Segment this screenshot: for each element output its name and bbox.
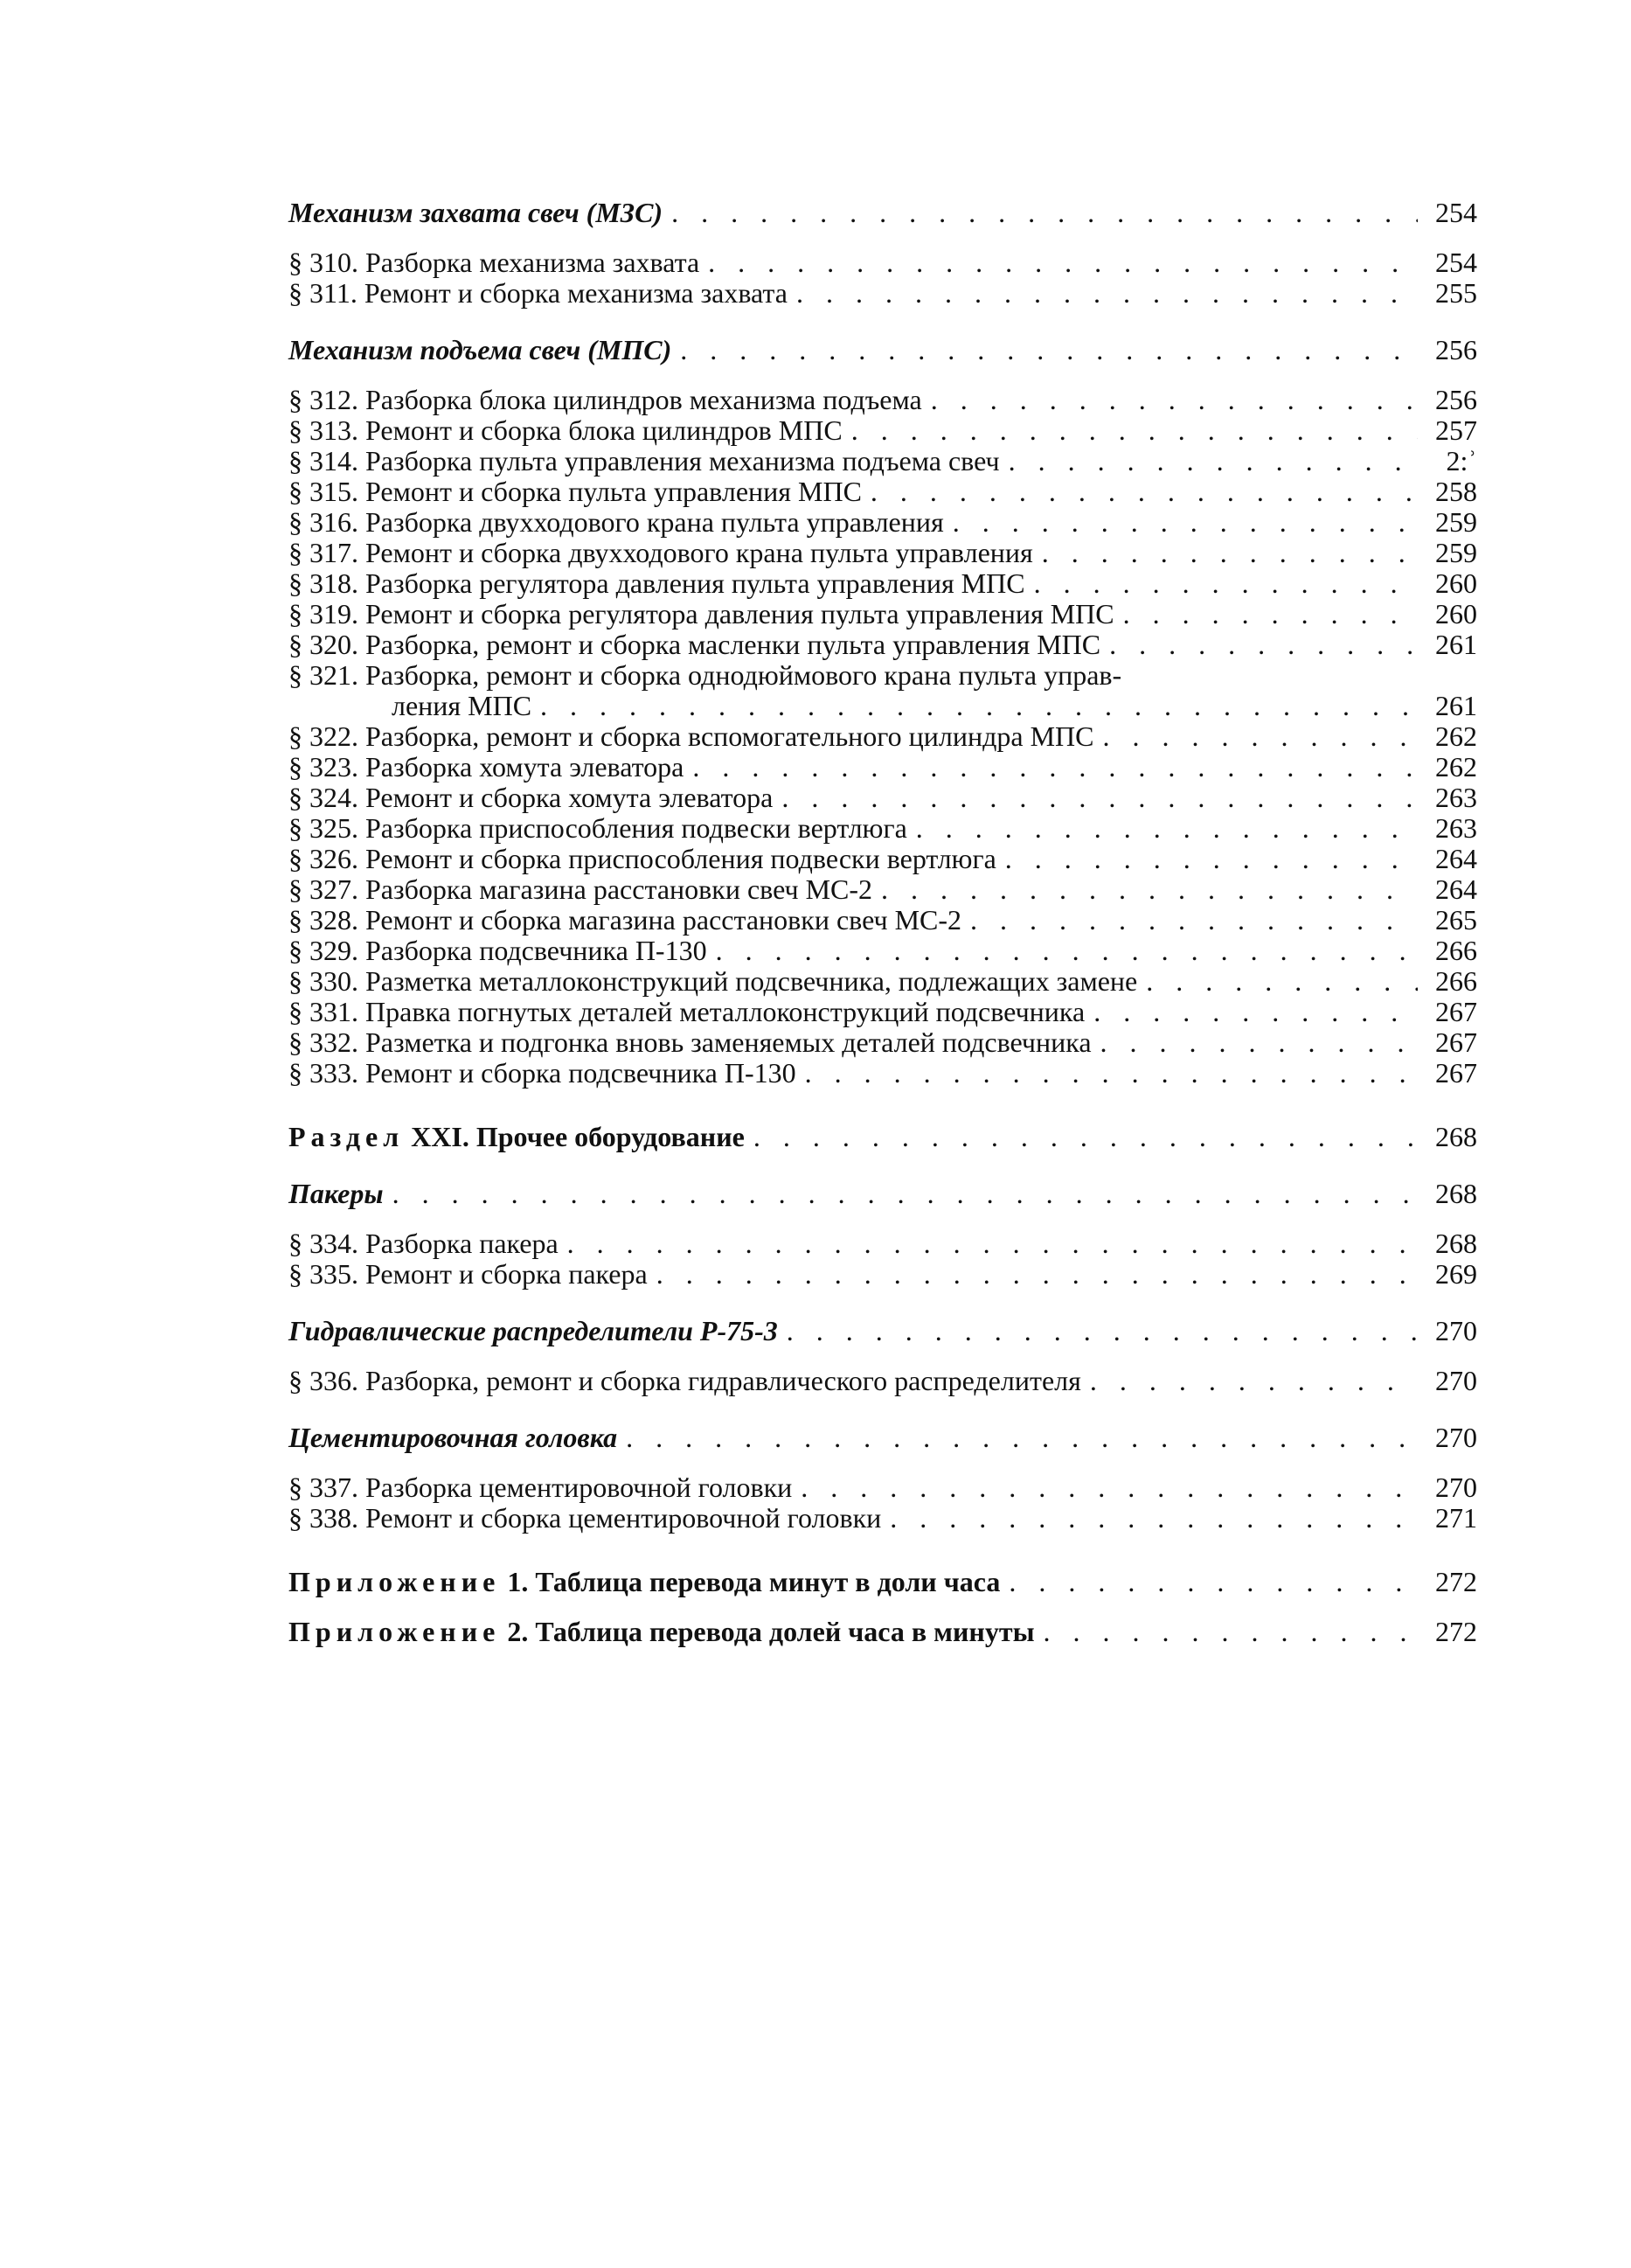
toc-entry <box>288 660 1477 691</box>
toc-entry-page: 272 <box>1435 1566 1477 1597</box>
toc-entry-page: 267 <box>1435 996 1477 1027</box>
toc-entry <box>288 599 1477 630</box>
toc-entry-page: 262 <box>1435 720 1477 752</box>
toc-entry-title: § 323. Разборка хомута элеватора <box>288 751 684 783</box>
toc-entry-page: 261 <box>1435 629 1477 660</box>
dot-leader <box>805 1058 1418 1089</box>
toc-entry <box>288 538 1477 568</box>
toc-entry <box>288 1228 1477 1259</box>
toc-entry-title: § 317. Ремонт и сборка двухходового крана пульта управления <box>288 537 1033 568</box>
dot-leader <box>1090 1366 1418 1396</box>
dot-leader <box>890 1503 1418 1534</box>
toc-entry <box>288 905 1477 936</box>
toc-entry <box>288 783 1477 813</box>
appendix-title: 2. Таблица перевода долей часа в минуты <box>500 1616 1035 1647</box>
toc-entry-title: Пакеры <box>288 1178 384 1209</box>
section-label: Раздел <box>288 1121 405 1152</box>
toc-entry-page: 254 <box>1435 247 1477 278</box>
toc-entry-page: 256 <box>1435 384 1477 415</box>
toc-entry-page: 269 <box>1435 1258 1477 1290</box>
dot-leader <box>916 813 1418 844</box>
toc-entry-page: 254 <box>1435 197 1477 228</box>
dot-leader <box>1044 1617 1418 1647</box>
dot-leader <box>881 874 1418 905</box>
toc-entry-title <box>288 1617 1035 1647</box>
toc-entry-page: 259 <box>1435 506 1477 538</box>
dot-leader <box>567 1228 1418 1259</box>
toc-entry-page: 270 <box>1435 1315 1477 1346</box>
dot-leader <box>801 1472 1418 1503</box>
toc-subsection-heading <box>288 198 1477 228</box>
toc-entry-page: 266 <box>1435 935 1477 966</box>
dot-leader <box>1042 538 1418 568</box>
toc-entry-title: § 314. Разборка пульта управления механизма подъема свеч <box>288 445 1000 477</box>
dot-leader <box>1123 599 1418 630</box>
toc-entry-title: Механизм захвата свеч (МЗС) <box>288 197 663 228</box>
toc-entry-title: § 318. Разборка регулятора давления пульта управления МПС <box>288 567 1025 599</box>
toc-entry-title: Гидравлические распределители Р-75-3 <box>288 1315 778 1346</box>
dot-leader <box>1146 966 1418 997</box>
toc-entry-page: 258 <box>1435 476 1477 507</box>
dot-leader <box>953 507 1418 538</box>
toc-entry-page: 259 <box>1435 537 1477 568</box>
toc-entry <box>288 1259 1477 1290</box>
toc-entry-title: § 324. Ремонт и сборка хомута элеватора <box>288 782 774 813</box>
toc-entry <box>288 1058 1477 1089</box>
dot-leader <box>1109 630 1418 660</box>
toc-entry <box>288 446 1477 477</box>
dot-leader <box>970 905 1418 936</box>
dot-leader <box>753 1122 1418 1152</box>
toc-entry-title: § 312. Разборка блока цилиндров механизма подъема <box>288 384 922 415</box>
table-of-contents <box>288 198 1477 1647</box>
toc-entry-page: 266 <box>1435 965 1477 997</box>
toc-entry-page: 267 <box>1435 1026 1477 1058</box>
toc-entry <box>288 1503 1477 1534</box>
toc-entry <box>288 966 1477 997</box>
toc-entry-page: 260 <box>1435 567 1477 599</box>
toc-entry-page: 268 <box>1435 1121 1477 1152</box>
dot-leader <box>1093 997 1418 1027</box>
toc-entry-page: 267 <box>1435 1057 1477 1089</box>
toc-entry-page: 263 <box>1435 782 1477 813</box>
appendix-title: 1. Таблица перевода минут в доли часа <box>500 1566 1001 1597</box>
toc-entry <box>288 752 1477 783</box>
toc-entry-page: 264 <box>1435 873 1477 905</box>
toc-subsection-heading <box>288 1316 1477 1346</box>
toc-entry-page: 256 <box>1435 334 1477 365</box>
dot-leader <box>656 1259 1418 1290</box>
toc-entry-title: § 326. Ремонт и сборка приспособления подвески вертлюга <box>288 843 996 874</box>
toc-entry <box>288 247 1477 278</box>
toc-entry-title: § 327. Разборка магазина расстановки свеч МС-2 <box>288 873 873 905</box>
toc-entry-page: 265 <box>1435 904 1477 936</box>
toc-entry-page: 260 <box>1435 598 1477 630</box>
toc-entry <box>288 874 1477 905</box>
toc-entry <box>288 1472 1477 1503</box>
toc-entry-title <box>288 1567 1000 1597</box>
toc-entry <box>288 568 1477 599</box>
toc-entry <box>288 630 1477 660</box>
dot-leader <box>1100 1027 1418 1058</box>
toc-entry-title: § 325. Разборка приспособления подвески вертлюга <box>288 812 907 844</box>
toc-entry-title: ления МПС <box>392 690 532 721</box>
dot-leader <box>851 415 1418 446</box>
toc-entry-title: § 310. Разборка механизма захвата <box>288 247 700 278</box>
dot-leader <box>931 385 1418 415</box>
toc-entry <box>288 997 1477 1027</box>
toc-entry-page: 268 <box>1435 1228 1477 1259</box>
section-title: XXI. Прочее оборудование <box>404 1121 745 1152</box>
toc-entry-title: § 332. Разметка и подгонка вновь заменяемых деталей подсвечника <box>288 1026 1092 1058</box>
dot-leader <box>540 691 1418 721</box>
toc-entry-title: § 334. Разборка пакера <box>288 1228 559 1259</box>
toc-entry-title: § 338. Ремонт и сборка цементировочной головки <box>288 1502 882 1534</box>
toc-entry-title: § 316. Разборка двухходового крана пульта управления <box>288 506 944 538</box>
toc-entry <box>288 415 1477 446</box>
toc-entry-page: 255 <box>1435 277 1477 309</box>
dot-leader <box>1102 721 1418 752</box>
toc-entry-page: 270 <box>1435 1471 1477 1503</box>
toc-section-heading <box>288 1122 1477 1152</box>
toc-entry <box>288 1027 1477 1058</box>
dot-leader <box>392 1179 1418 1209</box>
toc-entry-page: 262 <box>1435 751 1477 783</box>
toc-entry-title: § 336. Разборка, ремонт и сборка гидравлического распределителя <box>288 1365 1081 1396</box>
toc-entry-page: 263 <box>1435 812 1477 844</box>
toc-entry-title: § 330. Разметка металлоконструкций подсвечника, подлежащих замене <box>288 965 1138 997</box>
toc-entry-title: Механизм подъема свеч (МПС) <box>288 334 672 365</box>
toc-appendix-entry <box>288 1617 1477 1647</box>
toc-subsection-heading <box>288 1179 1477 1209</box>
dot-leader <box>1009 446 1418 477</box>
toc-entry-title: Цементировочная головка <box>288 1422 618 1453</box>
toc-entry-title: § 329. Разборка подсвечника П-130 <box>288 935 707 966</box>
toc-entry-title <box>288 1122 745 1152</box>
toc-entry <box>288 477 1477 507</box>
toc-entry-page: 270 <box>1435 1422 1477 1453</box>
dot-leader <box>871 477 1418 507</box>
toc-entry-title: § 313. Ремонт и сборка блока цилиндров МПС <box>288 414 843 446</box>
toc-entry-page: 272 <box>1435 1616 1477 1647</box>
toc-entry <box>288 1366 1477 1396</box>
appendix-label: Приложение <box>288 1566 501 1597</box>
dot-leader <box>692 752 1418 783</box>
toc-entry-page: 261 <box>1435 690 1477 721</box>
toc-entry-title: § 311. Ремонт и сборка механизма захвата <box>288 277 788 309</box>
toc-entry-title: § 337. Разборка цементировочной головки <box>288 1471 793 1503</box>
toc-entry-page: 257 <box>1435 414 1477 446</box>
toc-entry-page: 2:ʾ <box>1446 445 1477 477</box>
appendix-label: Приложение <box>288 1616 501 1647</box>
toc-entry-page: 268 <box>1435 1178 1477 1209</box>
dot-leader <box>787 1316 1418 1346</box>
toc-entry-page: 271 <box>1435 1502 1477 1534</box>
toc-entry <box>288 844 1477 874</box>
toc-entry-page: 270 <box>1435 1365 1477 1396</box>
toc-entry-title: § 319. Ремонт и сборка регулятора давления пульта управления МПС <box>288 598 1114 630</box>
dot-leader <box>1009 1567 1418 1597</box>
toc-entry-continuation <box>288 691 1477 721</box>
dot-leader <box>781 783 1418 813</box>
toc-subsection-heading <box>288 1423 1477 1453</box>
toc-entry <box>288 721 1477 752</box>
dot-leader <box>671 198 1418 228</box>
dot-leader <box>626 1423 1418 1453</box>
toc-entry-title: § 315. Ремонт и сборка пульта управления МПС <box>288 476 862 507</box>
toc-entry-page: 264 <box>1435 843 1477 874</box>
toc-entry <box>288 936 1477 966</box>
toc-entry-title: § 333. Ремонт и сборка подсвечника П-130 <box>288 1057 796 1089</box>
toc-entry <box>288 278 1477 309</box>
toc-entry-title: § 320. Разборка, ремонт и сборка масленки пульта управления МПС <box>288 629 1101 660</box>
dot-leader <box>708 247 1418 278</box>
toc-appendix-entry <box>288 1567 1477 1597</box>
toc-entry-title: § 331. Правка погнутых деталей металлоконструкций подсвечника <box>288 996 1086 1027</box>
toc-entry-title: § 322. Разборка, ремонт и сборка вспомогательного цилиндра МПС <box>288 720 1094 752</box>
toc-entry <box>288 507 1477 538</box>
toc-entry <box>288 813 1477 844</box>
dot-leader <box>796 278 1418 309</box>
toc-entry <box>288 385 1477 415</box>
toc-entry-title: § 328. Ремонт и сборка магазина расстановки свеч МС-2 <box>288 904 962 936</box>
dot-leader <box>716 936 1418 966</box>
toc-subsection-heading <box>288 335 1477 365</box>
toc-entry-title: § 321. Разборка, ремонт и сборка однодюймового крана пульта управ- <box>288 659 1122 691</box>
dot-leader <box>1005 844 1418 874</box>
dot-leader <box>1034 568 1418 599</box>
toc-entry-title: § 335. Ремонт и сборка пакера <box>288 1258 648 1290</box>
dot-leader <box>680 335 1418 365</box>
